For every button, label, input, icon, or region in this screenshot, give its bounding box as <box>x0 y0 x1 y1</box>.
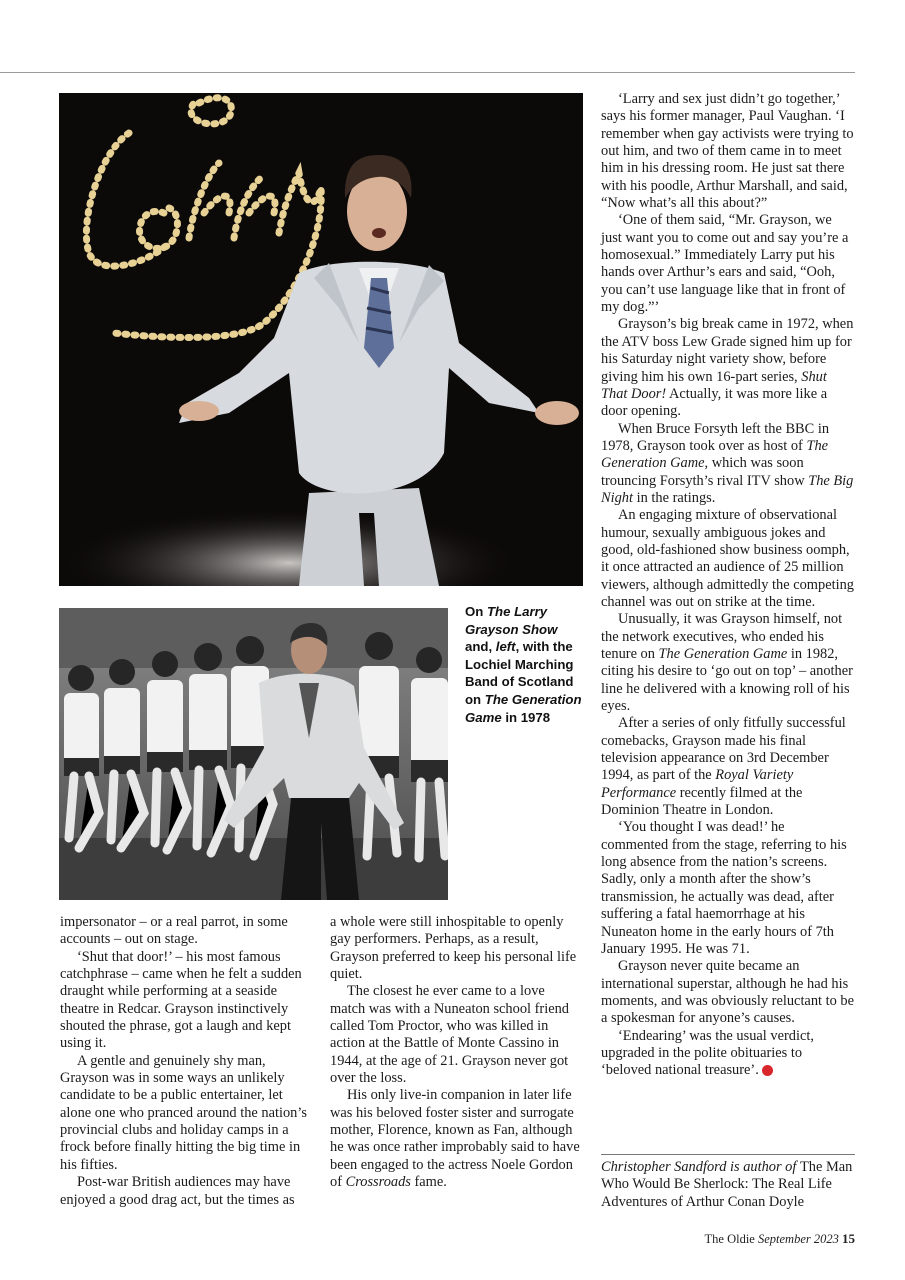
page-footer <box>705 1231 855 1247</box>
paragraph: Grayson never quite became an international superstar, although he had his moments, and was obviously reluctant to be a spokesman for anyone’s causes. <box>601 958 854 1027</box>
issue-date: September 2023 <box>757 1232 839 1246</box>
paragraph: ‘Shut that door!’ – his most famous catchphrase – came when he felt a sudden draught while performing at a seaside theatre in Redcar. Grayson instinctively shouted the phrase, got a laugh and kept using it. <box>60 948 302 1052</box>
article-column-right <box>601 91 855 1080</box>
bio-divider <box>601 1154 855 1155</box>
paragraph: An engaging mixture of observational humour, sexually ambiguous jokes and good, old-fashioned show business oomph, it once attracted an audience of 25 million viewers, although admittedly the competing channel was out on strike at the time. <box>601 507 854 610</box>
bio-intro: Christopher Sandford is author of <box>601 1159 800 1175</box>
paragraph-text: in 1982, citing his desire to ‘go out on top’ – another line he delivered with a knowing roll of his eyes. <box>601 646 853 715</box>
caption-text: and, <box>465 639 496 655</box>
sign-text: Larry <box>189 243 192 244</box>
paragraph: ‘One of them said, “Mr. Grayson, we just want you to come out and say you’re a homosexual.” Immediately Larry put his hands over Arthur’s ears and said, “Ooh, you can’t use language like that in front of my dog.”’ <box>601 212 849 316</box>
caption-text: , with the Lochiel Marching Band of Scotland on <box>465 639 574 707</box>
title-generation-game: The Generation Game <box>601 437 829 472</box>
paragraph <box>601 1028 855 1080</box>
caption-show-title: The Generation Game <box>465 691 582 725</box>
paragraph-text: ‘Endearing’ was the usual verdict, upgraded in the polite obituaries to ‘beloved national treasure’. <box>601 1027 814 1079</box>
paragraph <box>601 715 855 819</box>
end-mark-icon: O <box>762 1065 773 1076</box>
magazine-name: The Oldie <box>704 1232 755 1246</box>
caption-left: left <box>495 639 516 655</box>
paragraph-text: Actually, it was more like a door opening. <box>601 385 828 420</box>
paragraph: ‘You thought I was dead!’ he commented from the stage, referring to his long absence from the nation’s screens. Sadly, only a month after the show’s transmission, he actually was dead, after suffering a fatal haemorrhage at his Nuneaton home in the early hours of 7th January 1995. He was 71. <box>601 819 847 957</box>
paragraph <box>601 316 855 420</box>
secondary-photo-illustration <box>59 608 448 900</box>
title-crossroads: Crossroads <box>345 1174 411 1191</box>
paragraph: ‘Larry and sex just didn’t go together,’ says his former manager, Paul Vaughan. ‘I remember when gay activists were trying to out him, and two of them came in to meet him in his dressing room. He just sat there with his poodle, Arthur Marshall, and said, “Now what’s all this about?” <box>601 91 854 212</box>
paragraph: The closest he ever came to a love match was with a Nuneaton school friend called Tom Proctor, who was killed in action at the Battle of Monte Cassino in 1944, at the age of 21. Grayson never got over the loss. <box>330 983 569 1087</box>
secondary-photo <box>59 608 448 900</box>
paragraph-text: recently filmed at the Dominion Theatre in London. <box>601 784 803 819</box>
paragraph-text: , which was soon trouncing Forsyth’s rival ITV show <box>601 455 809 489</box>
title-big-night: The Big Night <box>601 472 854 506</box>
paragraph <box>601 611 855 715</box>
caption-text: On <box>465 604 487 619</box>
main-photo-illustration <box>59 93 583 586</box>
page-number: 15 <box>842 1231 855 1246</box>
paragraph-text: Unusually, it was Grayson himself, not the network executives, who ended his tenure on <box>601 611 843 662</box>
paragraph <box>601 421 855 508</box>
paragraph: Post-war British audiences may have enjoyed a good drag act, but the times as <box>60 1174 295 1208</box>
caption-text: in 1978 <box>501 709 551 725</box>
paragraph-text: fame. <box>410 1174 447 1191</box>
paragraph-text: in the ratings. <box>633 489 716 506</box>
title-generation-game: The Generation Game <box>658 646 788 662</box>
top-rule <box>0 72 855 73</box>
paragraph-text: After a series of only fitfully successful comebacks, Grayson made his final television appearance on 3rd December 1994, as part of the <box>601 715 846 784</box>
author-bio <box>601 1159 855 1211</box>
main-photo <box>59 93 583 586</box>
paragraph-text: Grayson’s big break came in 1972, when the ATV boss Lew Grade signed him up for his Saturday night variety show, before giving him his own 16-part series, <box>601 316 854 385</box>
title-royal-variety: Royal Variety Performance <box>601 767 794 801</box>
paragraph: impersonator – or a real parrot, in some accounts – out on stage. <box>60 914 288 948</box>
paragraph-text: His only live-in companion in later life was his beloved foster sister and surrogate mother, Florence, known as Fan, although he was once rather improbably said to have been engaged to the actress Noele Gordon of <box>330 1087 580 1191</box>
bio-book-title: The Man Who Would Be Sherlock: The Real Life Adventures of Arthur Conan Doyle <box>601 1159 853 1210</box>
paragraph-text: When Bruce Forsyth left the BBC in 1978, Grayson took over as host of <box>601 420 830 454</box>
paragraph: A gentle and genuinely shy man, Grayson was in some ways an unlikely candidate to be a public entertainer, let alone one who pranced around the nation’s provincial clubs and holiday camps in a frock before finally hitting the big time in his fifties. <box>60 1052 307 1173</box>
photo-caption <box>465 603 585 726</box>
paragraph: a whole were still inhospitable to openly gay performers. Perhaps, as a result, Grayson preferred to keep his personal life quiet. <box>330 914 577 983</box>
paragraph <box>330 1087 580 1191</box>
article-column-middle <box>330 914 580 1192</box>
title-shut-that-door: Shut That Door! <box>601 368 827 402</box>
caption-show-title: The Larry Grayson Show <box>465 604 558 637</box>
article-column-left <box>60 914 315 1209</box>
